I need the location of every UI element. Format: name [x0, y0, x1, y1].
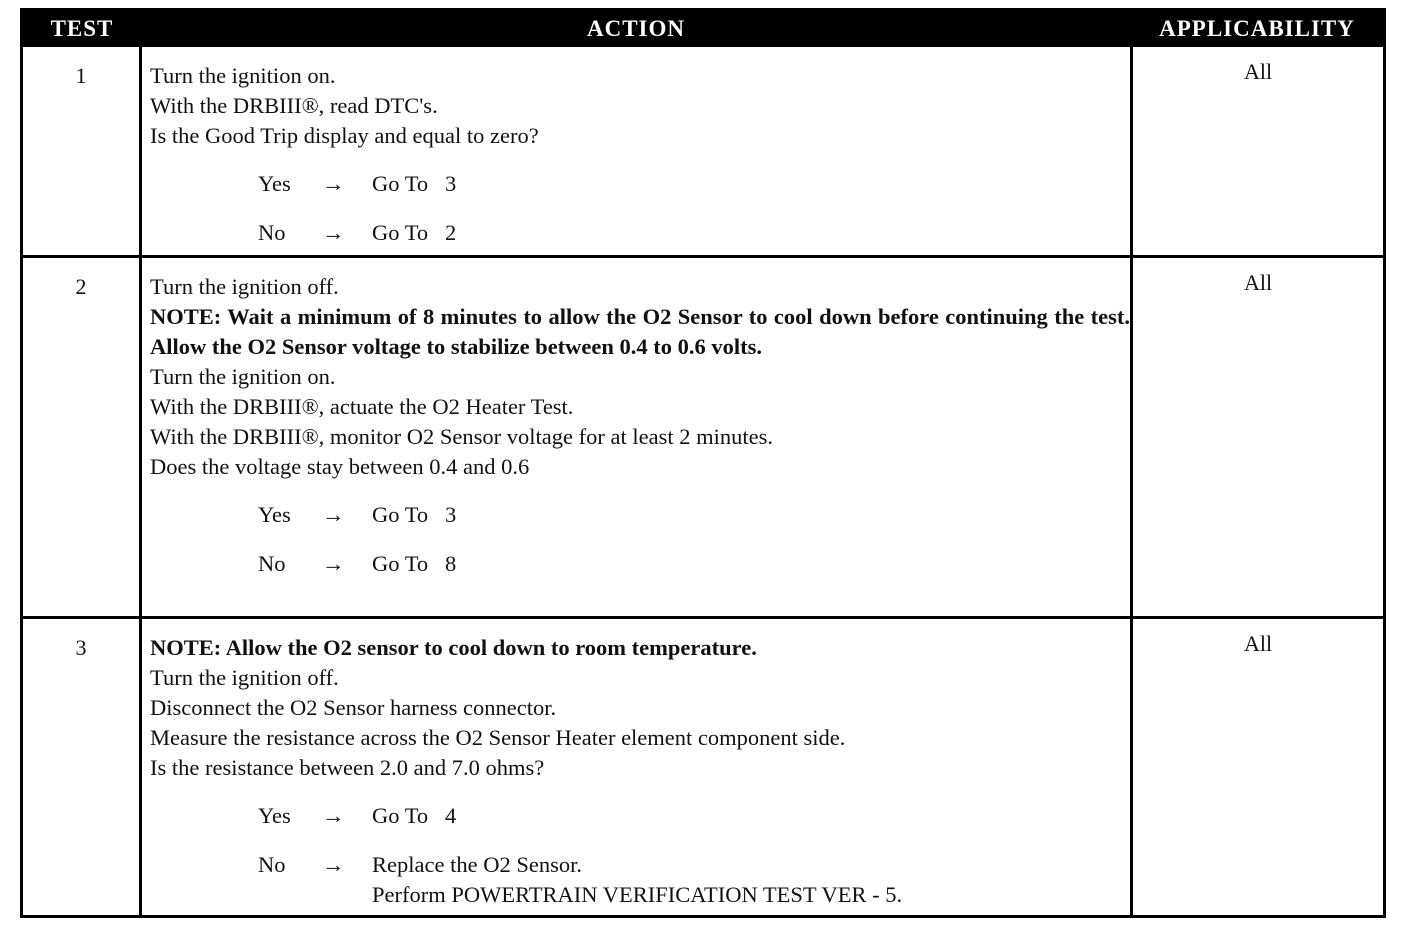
- action-line: Turn the ignition on.: [150, 63, 336, 88]
- choice-destination: Go To 3: [372, 502, 457, 527]
- applicability-cell: All: [1243, 631, 1273, 656]
- choice-answer: No: [258, 220, 286, 245]
- action-cell: [150, 633, 1130, 907]
- column-divider: [139, 47, 142, 915]
- note-text: NOTE: Wait a minimum of 8 minutes to allow the O2 Sensor to cool down before continuing the test. Allow the O2 Sensor voltage to stabilize between 0.4 to 0.6 volts.: [150, 304, 1130, 359]
- action-line: Disconnect the O2 Sensor harness connector.: [150, 695, 557, 720]
- test-procedure-table: [20, 8, 1386, 918]
- header-applicability: APPLICABILITY: [1159, 16, 1355, 41]
- choice-yes: [258, 169, 1130, 199]
- choice-answer: No: [258, 852, 286, 877]
- choice-destination: Go To 3: [372, 171, 457, 196]
- action-line: Is the Good Trip display and equal to zero?: [150, 123, 539, 148]
- choice-destination-line: Perform POWERTRAIN VERIFICATION TEST VER - 5.: [372, 882, 903, 907]
- arrow-right-icon: →: [322, 803, 345, 828]
- action-line: Measure the resistance across the O2 Sensor Heater element component side.: [150, 725, 846, 750]
- choice-yes: [258, 801, 1130, 831]
- action-line: Turn the ignition off.: [150, 665, 339, 690]
- header-test: TEST: [50, 16, 114, 41]
- arrow-right-icon: →: [322, 220, 345, 245]
- choice-no: [258, 218, 1130, 248]
- choice-destination: Go To 4: [372, 803, 457, 828]
- choice-answer: Yes: [258, 502, 291, 527]
- action-line: Turn the ignition on.: [150, 364, 336, 389]
- action-line: With the DRBIII®, read DTC's.: [150, 93, 438, 118]
- action-line: Turn the ignition off.: [150, 274, 339, 299]
- choice-yes: [258, 500, 1130, 530]
- applicability-cell: All: [1243, 59, 1273, 84]
- table-row-test-1: [23, 47, 1383, 258]
- note-text: NOTE: Allow the O2 sensor to cool down to room temperature.: [150, 635, 757, 660]
- column-divider: [1130, 47, 1133, 915]
- choices: [258, 500, 1130, 579]
- choices: [258, 801, 1130, 907]
- arrow-right-icon: →: [322, 171, 345, 196]
- choice-destination: [372, 850, 902, 910]
- choice-destination: Go To 8: [372, 551, 457, 576]
- choice-no: [258, 850, 1130, 907]
- action-line: With the DRBIII®, actuate the O2 Heater Test.: [150, 394, 574, 419]
- choice-answer: Yes: [258, 171, 291, 196]
- arrow-right-icon: →: [322, 852, 345, 877]
- action-line: Is the resistance between 2.0 and 7.0 ohms?: [150, 755, 545, 780]
- choice-answer: No: [258, 551, 286, 576]
- test-number: 3: [75, 635, 87, 660]
- choice-no: [258, 549, 1130, 579]
- header-action: ACTION: [586, 16, 685, 41]
- choice-destination: Go To 2: [372, 220, 457, 245]
- test-number: 2: [75, 274, 87, 299]
- action-line: With the DRBIII®, monitor O2 Sensor voltage for at least 2 minutes.: [150, 424, 773, 449]
- action-cell: [150, 272, 1130, 579]
- action-cell: [150, 61, 1130, 248]
- table-row-test-3: [23, 619, 1383, 915]
- applicability-cell: All: [1243, 270, 1273, 295]
- choice-answer: Yes: [258, 803, 291, 828]
- test-number: 1: [75, 63, 87, 88]
- table-row-test-2: [23, 258, 1383, 619]
- choices: [258, 169, 1130, 248]
- arrow-right-icon: →: [322, 551, 345, 576]
- action-line: Does the voltage stay between 0.4 and 0.6: [150, 454, 530, 479]
- choice-destination-line: Replace the O2 Sensor.: [372, 852, 582, 877]
- table-header: [23, 11, 1383, 47]
- arrow-right-icon: →: [322, 502, 345, 527]
